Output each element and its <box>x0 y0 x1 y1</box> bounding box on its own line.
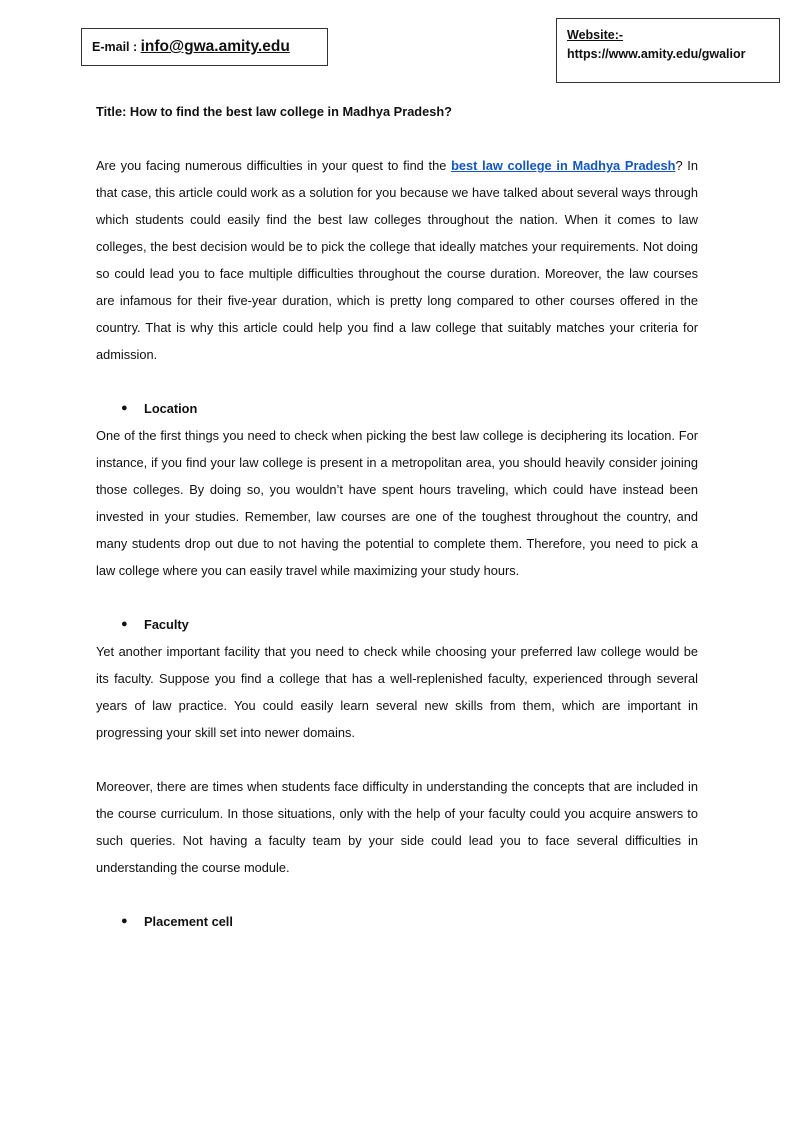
location-paragraph: One of the first things you need to check when picking the best law college is deciphering its location. For instance, if you find your law college is present in a metropolitan area, you should heavily consider joining those colleges. By doing so, you wouldn’t have spent hours traveling, which could have instead been invested in your studies. Remember, law courses are one of the toughest throughout the country, and many students drop out due to not having the potential to complete them. Therefore, you need to pick a law college where you can easily travel while maximizing your study hours. <box>96 428 698 578</box>
best-law-college-link[interactable]: best law college in Madhya Pradesh <box>451 158 676 173</box>
location-heading-text: Location <box>144 401 198 416</box>
email-label: E-mail : <box>92 40 141 54</box>
faculty-heading <box>96 611 698 638</box>
email-box <box>81 28 328 66</box>
faculty-paragraph-1: Yet another important facility that you need to check while choosing your preferred law college would be its faculty. Suppose you find a college that has a well-replenished faculty, experienced through several years of law practice. You could easily learn several new skills from them, which are important in progressing your skill set into newer domains. <box>96 644 698 740</box>
bullet-icon: ● <box>121 618 128 630</box>
email-link[interactable]: info@gwa.amity.edu <box>140 38 290 55</box>
website-label: Website:- <box>567 28 624 42</box>
placement-heading <box>96 908 698 935</box>
location-heading <box>96 395 698 422</box>
article-body <box>96 98 698 935</box>
faculty-heading-text: Faculty <box>144 617 189 632</box>
faculty-paragraph-2: Moreover, there are times when students face difficulty in understanding the concepts that are included in the course curriculum. In those situations, only with the help of your faculty could you acquire answers to such queries. Not having a faculty team by your side could lead you to face several difficulties in understanding the course module. <box>96 779 698 875</box>
placement-heading-text: Placement cell <box>144 914 233 929</box>
website-link[interactable]: https://www.amity.edu/gwalior <box>567 47 746 61</box>
article-title: Title: How to find the best law college in Madhya Pradesh? <box>96 104 452 119</box>
bullet-icon: ● <box>121 915 128 927</box>
email-line <box>92 38 290 56</box>
intro-text-before: Are you facing numerous difficulties in your quest to find the <box>96 158 452 173</box>
bullet-icon: ● <box>121 402 128 414</box>
website-box <box>556 18 780 83</box>
intro-text-after: ? In that case, this article could work as a solution for you because we have talked about several ways through which students could easily find the best law colleges throughout the nation. When it comes to law colleges, the best decision would be to pick the college that ideally matches your requirements. Not doing so could lead you to face multiple difficulties throughout the course duration. Moreover, the law courses are infamous for their five-year duration, which is pretty long compared to other courses offered in the country. That is why this article could help you find a law college that suitably matches your criteria for admission. <box>96 158 698 362</box>
intro-paragraph <box>96 152 698 368</box>
